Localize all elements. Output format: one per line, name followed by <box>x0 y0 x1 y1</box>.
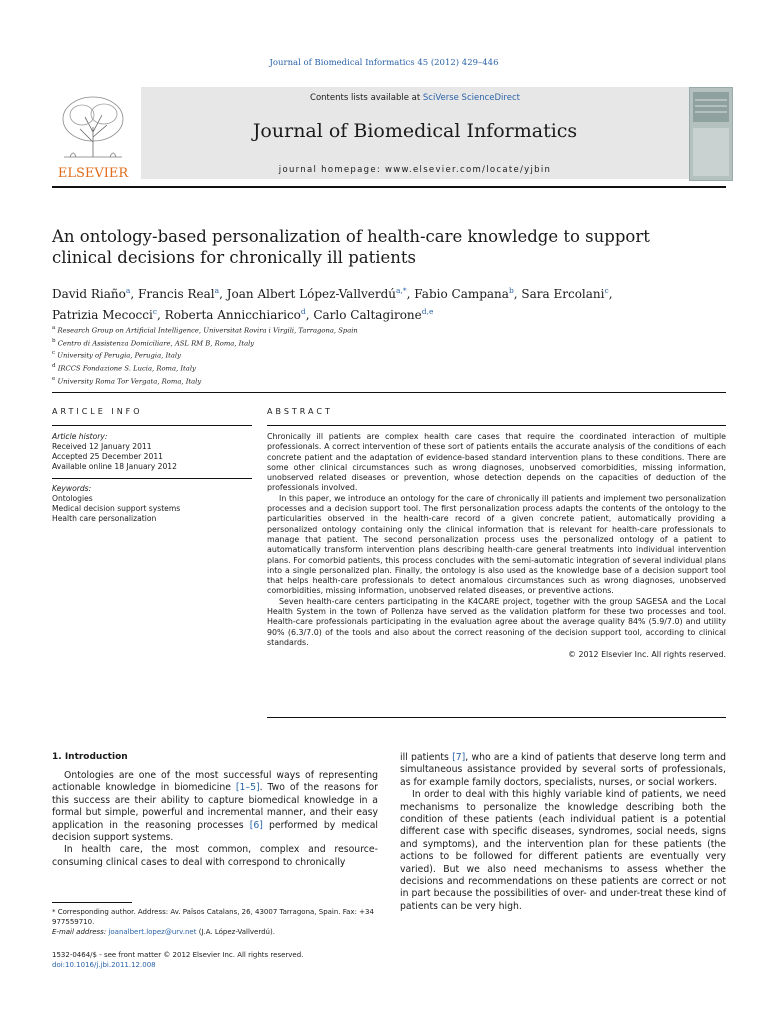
text-run: ill patients <box>400 752 453 763</box>
author-name: Sara Ercolani <box>521 287 605 301</box>
author-name: David Riaño <box>52 287 126 301</box>
abstract-heading: ABSTRACT <box>267 407 333 416</box>
author <box>521 287 612 301</box>
affiliation-text: Research Group on Artificial Intelligence, Universitat Rovira i Virgili, Tarragona, Spain <box>57 326 358 335</box>
author-separator: , <box>305 308 314 322</box>
intro-left-column <box>52 770 378 869</box>
affiliation-text: IRCCS Fondazione S. Lucia, Roma, Italy <box>57 364 196 373</box>
introduction-heading: 1. Introduction <box>52 752 128 762</box>
sciencedirect-link[interactable]: SciVerse ScienceDirect <box>422 93 520 103</box>
affiliation-mark: b <box>52 337 56 344</box>
journal-cover-thumbnail[interactable] <box>689 87 733 181</box>
text-run: Ontologies are one of the most successful ways of representing actionable knowledge in biomedicine <box>52 770 378 794</box>
abstract-paragraph: Chronically ill patients are complex health care cases that require the coordinated interaction of multiple professionals. A correct intervention of these sort of patients entails the accurate analysis of the conditions of each concrete patient and the adaptation of evidence-based standard intervention plans to these conditions. There are some other clinical circumstances such as wrong diagnoses, unobserved comorbidities, missing information, unobserved related diseases or prevention, whose detection depends on the capacities of deduction of the professionals involved. <box>267 432 726 493</box>
author-affiliation-mark[interactable]: d <box>300 307 306 316</box>
footnote <box>52 907 378 937</box>
corresponding-author: * Corresponding author. Address: Av. Països Catalans, 26, 43007 Tarragona, Spain. Fax: +34 977559710. <box>52 908 374 926</box>
article-title <box>52 226 672 268</box>
intro-paragraph <box>52 770 378 844</box>
intro-paragraph: In order to deal with this highly variable kind of patients, we need mechanisms to personalize the knowledge describing both the condition of these patients (each individual patient is a potential different case with specific diseases, syndromes, social needs, signs and symptoms), and the intervention plan for these patients (the actions to be followed for different patients are eventually very varied). But we also need mechanisms to assess whether the decisions and recommendations on these patients are correct or not in part because the possibilities of over- and under-treat these kind of patients can be very high. <box>400 789 726 912</box>
keyword: Medical decision support systems <box>52 504 181 513</box>
header-center-panel <box>141 87 689 179</box>
author <box>227 287 415 301</box>
author-separator: , <box>219 287 227 301</box>
author-separator: , <box>157 308 165 322</box>
affiliation-mark: d <box>52 363 56 370</box>
affiliation-text: University of Perugia, Perugia, Italy <box>57 351 181 360</box>
author-affiliation-mark[interactable]: b <box>508 286 514 295</box>
author <box>138 287 227 301</box>
citation-link[interactable]: [6] <box>249 819 263 831</box>
author-name: Fabio Campana <box>414 287 509 301</box>
author-separator: , <box>406 287 415 301</box>
article-info-heading: ARTICLE INFO <box>52 407 143 416</box>
journal-header <box>52 87 726 185</box>
author-affiliation-mark[interactable]: a <box>125 286 131 295</box>
doi-link[interactable]: doi:10.1016/j.jbi.2011.12.008 <box>52 961 156 969</box>
article-info <box>52 432 252 524</box>
citation-link[interactable]: [7] <box>452 752 466 763</box>
keyword: Ontologies <box>52 494 93 503</box>
online-date: Available online 18 January 2012 <box>52 462 177 471</box>
homepage-prefix: journal homepage: <box>278 165 386 175</box>
affiliation-mark: a <box>52 325 56 331</box>
author-affiliation-mark[interactable]: d,e <box>421 307 434 316</box>
section-rule <box>52 392 726 393</box>
affiliation <box>52 374 652 387</box>
elsevier-tree-logo <box>52 87 134 183</box>
affiliation <box>52 361 652 374</box>
author-separator: , <box>130 287 138 301</box>
email-suffix: (J.A. López-Vallverdú). <box>196 928 275 936</box>
publisher-wordmark: ELSEVIER <box>57 166 129 181</box>
author-separator: , <box>513 287 522 301</box>
abstract-paragraph: Seven health-care centers participating in the K4CARE project, together with the group SAGESA and the Local Health System in the town of Pollenza have served as the validation platform for these two processes and tool. Health-care professionals participating in the evaluation agree about the average quality 84% (5.9/7.0) and utility 90% (6.3/7.0) of the tools and also about the correct reasoning of the decision support tool, according to clinical standards. <box>267 596 726 647</box>
author <box>52 287 138 301</box>
copyright-notice: © 2012 Elsevier Inc. All rights reserved. <box>568 650 726 660</box>
text-run: . Two of the reasons for this success are their ability to capture biomedical knowledge in a formal but simple, powerful and incremental manner, and their easy application in the reasoning processes <box>52 782 379 831</box>
author-separator: , <box>608 287 613 301</box>
author <box>165 308 314 322</box>
citation-link[interactable]: [1–5] <box>235 782 260 794</box>
homepage-url[interactable]: www.elsevier.com/locate/yjbin <box>385 165 552 175</box>
author <box>52 308 165 322</box>
text-run: , who are a kind of patients that deserve long term and simultaneous assistance provided by several sorts of professionals, as for example family doctors, specialists, nurses, or social workers. <box>400 752 726 788</box>
affiliation-mark: e <box>52 375 56 382</box>
info-rule <box>52 425 252 426</box>
author-name: Francis Real <box>138 287 215 301</box>
contents-prefix: Contents lists available at <box>310 93 423 103</box>
author-list <box>52 282 672 324</box>
affiliation-text: University Roma Tor Vergata, Roma, Italy <box>57 376 202 385</box>
intro-right-column <box>400 752 726 913</box>
author-name: Joan Albert López-Vallverdú <box>226 287 397 301</box>
abstract-end-rule <box>267 717 726 718</box>
affiliation <box>52 348 652 361</box>
author-affiliation-mark[interactable]: c <box>604 286 609 295</box>
received-date: Received 12 January 2011 <box>52 442 152 451</box>
contents-line <box>141 93 689 103</box>
history-label: Article history: <box>52 432 108 441</box>
author-name: Patrizia Mecocci <box>52 308 153 322</box>
email-line <box>52 927 378 937</box>
abstract-rule <box>267 425 726 426</box>
text-run: performed by medical decision support systems. <box>52 819 378 844</box>
intro-paragraph <box>400 752 726 789</box>
journal-title: Journal of Biomedical Informatics <box>252 120 578 142</box>
author-name: Carlo Caltagirone <box>313 308 422 322</box>
abstract-paragraph: In this paper, we introduce an ontology for the care of chronically ill patients and implement two personalization processes and a decision support tool. The first personalization process adapts the contents of the ontology to the particularities observed in the health-care record of a given concrete patient, automatically providing a personalized ontology containing only the clinical information that is relevant for health-care professionals to manage that patient. The second personalization process uses the personalized ontology of a patient to automatically transform intervention plans describing health-care general treatments into individual intervention plans. For comorbid patients, this process concludes with the semi-automatic integration of several individual plans into a single personalized plan. Finally, the ontology is also used as the knowledge base of a decision support tool that helps health-care professionals to detect anomalous circumstances such as wrong diagnoses, unobserved comorbidities, missing information, unobserved related diseases, or preventive actions. <box>267 493 726 596</box>
title-line-2: clinical decisions for chronically ill patients <box>52 248 416 267</box>
page-footer <box>52 950 378 970</box>
affiliation <box>52 336 652 349</box>
affiliations <box>52 323 652 386</box>
info-divider <box>52 478 252 479</box>
author <box>313 308 433 322</box>
keyword: Health care personalization <box>52 514 157 523</box>
intro-paragraph: In health care, the most common, complex and resource-consuming clinical cases to deal with correspond to chronically <box>52 844 378 868</box>
abstract-body <box>267 432 726 661</box>
author-affiliation-mark[interactable]: a,* <box>396 286 407 295</box>
journal-homepage <box>141 165 689 175</box>
email-label: E-mail address: <box>52 928 109 936</box>
affiliation-text: Centro di Assistenza Domiciliare, ASL RM B, Roma, Italy <box>57 338 255 347</box>
email-link[interactable]: joanalbert.lopez@urv.net <box>108 928 197 936</box>
author-name: Roberta Annicchiarico <box>164 308 301 322</box>
title-line-1: An ontology-based personalization of health-care knowledge to support <box>52 227 650 246</box>
affiliation <box>52 323 652 336</box>
author-affiliation-mark[interactable]: a <box>214 286 220 295</box>
affiliation-mark: c <box>52 350 56 357</box>
keywords-label: Keywords: <box>52 484 92 493</box>
author-affiliation-mark[interactable]: c <box>152 307 158 316</box>
journal-reference[interactable]: Journal of Biomedical Informatics 45 (2012) 429–446 <box>269 58 499 68</box>
accepted-date: Accepted 25 December 2011 <box>52 452 163 461</box>
author <box>414 287 521 301</box>
footnote-rule <box>52 902 132 903</box>
header-rule <box>52 186 726 188</box>
issn-line: 1532-0464/$ - see front matter © 2012 Elsevier Inc. All rights reserved. <box>52 951 304 959</box>
